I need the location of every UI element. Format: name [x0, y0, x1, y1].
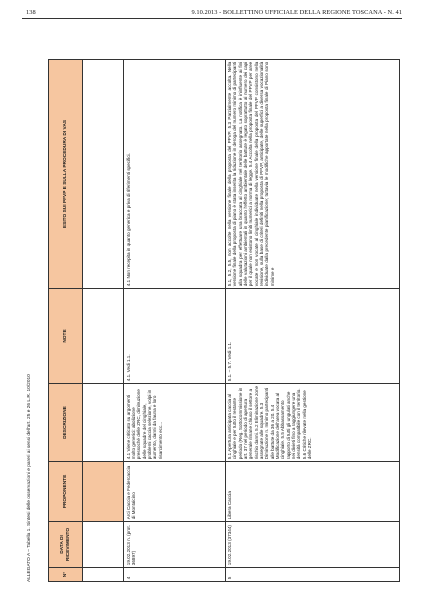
band-cell-shaded: [83, 462, 124, 522]
band-cell: [83, 60, 124, 289]
header-proponente: PROPONENTE: [49, 462, 83, 522]
rotated-table-page: [27, 60, 402, 582]
header-data: DATA DI RICEVIMENTO: [49, 522, 83, 568]
header-title: 9.10.2013 - BOLLETTINO UFFICIALE DELLA REGIONE TOSCANA - N. 41: [191, 9, 402, 16]
header-esito: ESITO SUI PFVP E SULLA PROCEDURA DI VAS: [49, 60, 83, 289]
page-header: [22, 9, 402, 21]
cell-n: 5: [225, 568, 399, 582]
header-note: NOTE: [49, 289, 83, 384]
band-cell: [83, 568, 124, 582]
shaded-band-row: [83, 60, 124, 582]
cell-n: 4: [124, 568, 225, 582]
header-n: N°: [49, 568, 83, 582]
table-caption: ALLEGATO A – Tabella 1. Sintesi delle osservazioni e pareri ai sensi dell'art. 25 e 26 L.R. 10/2010: [27, 374, 32, 582]
cell-proponente: Arci Caccia e Federcaccia di Montalcino: [124, 462, 225, 522]
observations-table: [48, 59, 400, 582]
cell-note: 5.1. – 5.7. Vedi 1.1.: [225, 289, 399, 384]
band-cell: [83, 289, 124, 384]
page-number: 138: [26, 9, 36, 16]
cell-esito: 5.1, 5.2, 5.5, non accolte nella versione finale della proposta del PFVP. 5.3 Parzialmente accolta. Nella versione finale della proposta di piano è stata inserita la riduzione in deroga del numero minimo di partecipanti alla squadra per effettuare una braccata al cinghiale nel territorio assegnato. La notifica è ininfluente ai fini delle valutazioni ambientali in quanto l'effetto ambientale delle battute è legato soprattutto al numero dei capi per il quale non esistono limiti numerici a norma di legge. 5.4 Accolta nella proposta finale del PFVP per aree vocate e non vocate al cinghiale individuate nella versione finale della proposta del PFVP consistono nella revisione, sulla base di criteri definiti nella proposta di PFVP, anticipate, delle superfici a diversa vocazionalità individuate dalla precedente pianificazione; tuttavia le modifiche apportate nella proposta finale di Piano sono minime e: [225, 60, 399, 289]
cell-descrizione: 5.1 Apertura anticipata caccia al cinghiale e per tutto il restante periodo (Reg. Sottocommissione in art. 37 nel periodo di apertura generale rimane chiuso il settore a rischio danni. 5.2 Eliminazione zone assegnate alle squadre. 5.3 Diminuzione n. minimo partecipanti alle battute da 36 a 20. 5.4 Modificazione dell'area vocata al cinghiale. 5.5 Abbassamento rapporto di tutti gli ungulati anche nei divieti fino a raggiungere una densità compatibile con il territorio. 5.6 Critiche rilevate nella gestione delle ZRC.: [225, 384, 399, 462]
table-row: [225, 60, 399, 582]
header-descrizione: DESCRIZIONE: [49, 384, 83, 462]
band-cell: [83, 384, 124, 462]
cell-esito: 4.1 Non recepita in quanto generica e priva di riferimenti specifici.: [124, 60, 225, 289]
header-rule: [22, 18, 402, 19]
table-row: [124, 60, 225, 582]
cell-date: 19.02.2013 (37344): [225, 522, 399, 568]
cell-date: 19.02.2013 n. (prot. 36897): [124, 522, 225, 568]
header-row: [49, 60, 83, 582]
cell-descrizione: 4.1 Viene criticato su argomenti molto generici: abolizione pressoché delle ZRC, diminuzione delle squadre del cinghiale, problemi caccia selezione, volpi in aumento, danni da fauna e loro risarcimento ecc...: [124, 384, 225, 462]
cell-proponente: Libera Caccia: [225, 462, 399, 522]
cell-note: 4.1. Vedi 1.1.: [124, 289, 225, 384]
band-cell: [83, 522, 124, 568]
